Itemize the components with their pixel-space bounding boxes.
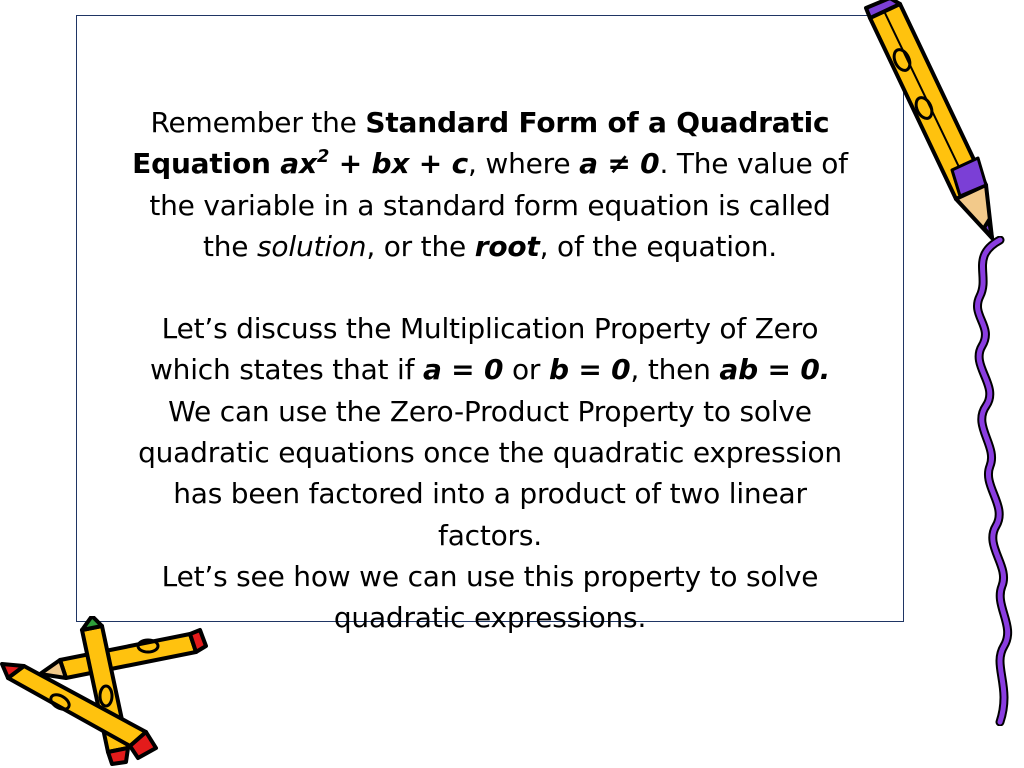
pencil-icon [860, 0, 1010, 245]
line-9: has been factored into a product of two linear [173, 477, 807, 511]
line-5: Let’s discuss the Multiplication Property of Zero [161, 312, 819, 346]
text-run: , of the equation. [539, 229, 777, 263]
squiggle-decoration [960, 236, 1024, 726]
line-8: quadratic equations once the quadratic expression [138, 436, 842, 470]
text-run: which states that if [149, 353, 423, 387]
text-run-bold: Standard Form of a Quadratic [365, 106, 830, 139]
condition-term: a ≠ 0 [579, 147, 660, 181]
line-11: Let’s see how we can use this property to solve [161, 559, 819, 593]
slide-content [77, 102, 903, 639]
text-run: , or the [366, 229, 475, 263]
text-run: Remember the [150, 106, 366, 139]
text-run: , where [468, 147, 580, 181]
line-1 [77, 102, 903, 143]
equation-term: ax [280, 147, 317, 181]
line-4 [77, 226, 903, 267]
text-run: the [202, 229, 258, 263]
equation-term: a = 0 [422, 353, 504, 387]
line-10: factors. [438, 518, 542, 552]
line-12: quadratic expressions. [333, 601, 647, 635]
line-7: We can use the Zero-Product Property to solve [168, 394, 812, 428]
equation-term: b = 0 [548, 353, 631, 387]
pencils-cluster-icon [0, 616, 210, 766]
line-2 [77, 143, 903, 184]
equation-term: ab = 0. [719, 353, 831, 387]
text-box [76, 15, 904, 635]
paragraph-gap [77, 267, 903, 308]
text-run: or [503, 353, 549, 387]
line-3: the variable in a standard form equation is called [149, 188, 831, 222]
text-run-bold-italic: root [474, 229, 540, 263]
line-6 [77, 349, 903, 390]
equation-term: + bx + c [329, 147, 468, 181]
text-run-italic: solution [257, 229, 367, 263]
text-run: , then [630, 353, 720, 387]
text-run-bold: Equation [132, 147, 281, 181]
exponent: 2 [316, 146, 330, 168]
text-run: . The value of [659, 147, 848, 181]
